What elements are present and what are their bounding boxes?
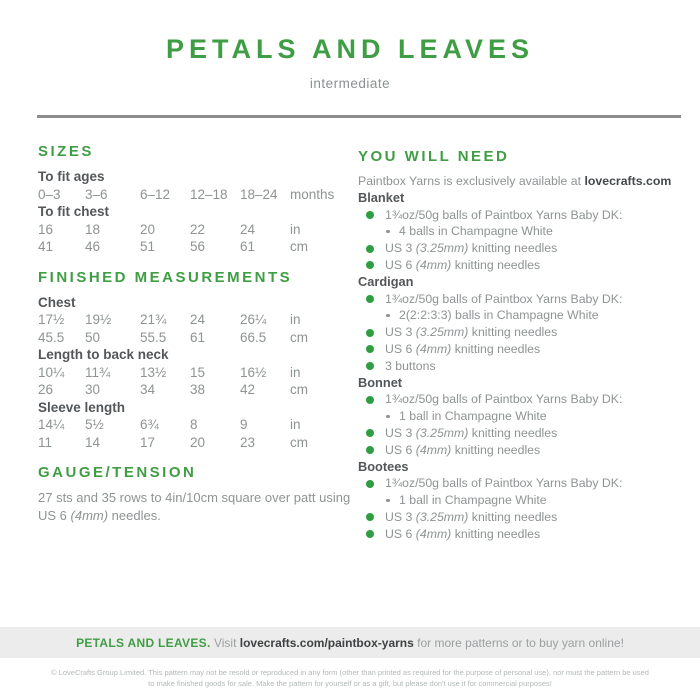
you-will-need-heading: YOU WILL NEED — [358, 148, 510, 165]
measurement-value: 10¼ — [38, 364, 65, 380]
supply-item — [358, 509, 690, 526]
sub-bullet-icon — [386, 230, 390, 234]
supply-text: US 6 — [385, 341, 416, 356]
supply-text: US 3 — [385, 425, 416, 440]
supply-text-post: knitting needles — [468, 425, 558, 440]
supply-item — [358, 475, 690, 492]
sub-bullet-icon — [386, 314, 390, 318]
supply-text-post: knitting needles — [451, 257, 541, 272]
footer-banner — [0, 627, 700, 658]
supply-item — [358, 257, 690, 274]
bullet-icon — [366, 446, 374, 454]
bullet-icon — [366, 396, 374, 404]
measurement-value: 16 — [38, 221, 54, 237]
measurement-value: 61 — [190, 329, 206, 345]
measurement-value: 23 — [240, 434, 256, 450]
gauge-text-pre: 27 sts and 35 rows to 4in/10cm square over patt using US 6 — [38, 490, 351, 523]
measurement-row — [38, 364, 356, 382]
measurement-value: 6–12 — [140, 186, 171, 202]
project-label-cardigan: Cardigan — [358, 273, 414, 289]
bullet-icon — [366, 295, 374, 303]
gauge-heading: GAUGE/TENSION — [38, 464, 197, 481]
supply-item — [358, 324, 690, 341]
group-label: Chest — [38, 294, 76, 310]
supply-item — [358, 207, 690, 224]
bullet-icon — [366, 345, 374, 353]
measurement-value: 22 — [190, 221, 206, 237]
supply-item — [358, 240, 690, 257]
availability-site: lovecrafts.com — [584, 174, 672, 188]
measurement-row — [38, 416, 356, 434]
availability-note — [358, 173, 690, 190]
measurement-value: 18–24 — [240, 186, 278, 202]
legal-line-2: to make finished goods for sale. Make the pattern for yourself or as a gift, but please don't use it for commercial purposes! — [148, 678, 552, 688]
measurement-unit: in — [290, 221, 301, 237]
supply-item — [358, 526, 690, 543]
difficulty-level: intermediate — [309, 76, 391, 91]
measurement-value: 0–3 — [38, 186, 61, 202]
supply-text: 3 buttons — [385, 358, 436, 373]
measurement-row — [38, 311, 356, 329]
measurement-unit: cm — [290, 382, 308, 397]
measurement-unit: cm — [290, 329, 308, 345]
supply-text: 4 balls in Champagne White — [399, 224, 553, 239]
measurement-value: 8 — [190, 417, 198, 432]
right-column — [358, 148, 690, 543]
bullet-icon — [366, 530, 374, 538]
page-title: PETALS AND LEAVES — [165, 34, 535, 64]
supply-text-italic: (4mm) — [415, 526, 452, 541]
group-label: To fit chest — [38, 204, 110, 219]
gauge-text — [38, 489, 356, 524]
footer-brand: PETALS AND LEAVES. — [76, 635, 211, 650]
supply-text-italic: (3.25mm) — [415, 241, 469, 256]
measurement-unit: months — [290, 186, 335, 202]
measurement-value: 24 — [190, 312, 206, 327]
measurement-value: 11¾ — [85, 364, 111, 380]
supply-text: US 3 — [385, 325, 416, 340]
gauge-text-italic: (4mm) — [70, 507, 109, 523]
measurement-value: 19½ — [85, 312, 112, 327]
measurement-row — [38, 221, 356, 239]
supply-item — [358, 358, 690, 375]
sub-bullet-icon — [386, 499, 390, 503]
measurement-value: 20 — [140, 221, 156, 237]
measurement-value: 41 — [38, 239, 54, 254]
supply-text-italic: (4mm) — [415, 341, 452, 356]
measurement-value: 14 — [85, 434, 101, 450]
measurement-value: 30 — [85, 382, 101, 397]
footer-visit-text: Visit — [210, 635, 240, 650]
measurement-value: 15 — [190, 364, 206, 380]
bullet-icon — [366, 513, 374, 521]
supply-item — [358, 391, 690, 408]
supply-text-post: knitting needles — [468, 509, 558, 524]
measurement-value: 9 — [240, 417, 248, 432]
supply-subitem — [358, 408, 690, 425]
supply-subitem — [358, 307, 690, 324]
supply-text-italic: (3.25mm) — [415, 509, 469, 524]
measurement-unit: in — [290, 417, 301, 432]
measurement-value: 42 — [240, 382, 256, 397]
measurement-unit: in — [290, 312, 301, 327]
measurement-value: 13½ — [140, 364, 167, 380]
measurement-value: 51 — [140, 239, 156, 254]
measurement-value: 46 — [85, 239, 101, 254]
measurement-value: 26¼ — [240, 312, 267, 327]
sizes-heading: SIZES — [38, 143, 94, 160]
supply-text-italic: (4mm) — [415, 442, 452, 457]
measurement-value: 26 — [38, 382, 54, 397]
supply-subitem — [358, 223, 690, 240]
measurement-value: 6¾ — [140, 417, 159, 432]
measurement-row — [38, 434, 356, 452]
measurement-value: 56 — [190, 239, 206, 254]
supply-item — [358, 425, 690, 442]
supply-text: US 6 — [385, 526, 416, 541]
measurement-row — [38, 329, 356, 347]
bullet-icon — [366, 362, 374, 370]
bullet-icon — [366, 261, 374, 269]
supply-text: 1¾oz/50g balls of Paintbox Yarns Baby DK: — [385, 207, 623, 222]
supply-text: 1¾oz/50g balls of Paintbox Yarns Baby DK: — [385, 476, 623, 491]
group-label: To fit ages — [38, 169, 105, 184]
project-label-bootees: Bootees — [358, 458, 409, 474]
sub-bullet-icon — [386, 415, 390, 419]
supply-item — [358, 442, 690, 459]
supply-text: US 3 — [385, 509, 416, 524]
supply-text-italic: (3.25mm) — [415, 425, 469, 440]
footer-rest-text: for more patterns or to buy yarn online! — [413, 635, 624, 650]
measurement-value: 45.5 — [38, 329, 65, 345]
measurement-unit: in — [290, 364, 301, 380]
supply-subitem — [358, 492, 690, 509]
group-label: Length to back neck — [38, 347, 169, 362]
measurement-value: 24 — [240, 221, 256, 237]
supply-text-post: knitting needles — [468, 241, 558, 256]
bullet-icon — [366, 245, 374, 253]
measurement-value: 14¼ — [38, 417, 65, 432]
supply-text: US 6 — [385, 257, 416, 272]
supply-text-post: knitting needles — [468, 325, 558, 340]
measurement-row — [38, 186, 356, 204]
measurement-value: 21¾ — [140, 312, 167, 327]
project-label-blanket: Blanket — [358, 189, 405, 205]
project-label-bonnet: Bonnet — [358, 374, 403, 390]
measurement-value: 66.5 — [240, 329, 267, 345]
bullet-icon — [366, 480, 374, 488]
measurement-row — [38, 238, 356, 256]
measurement-value: 12–18 — [190, 186, 228, 202]
finished-measurements-heading: FINISHED MEASUREMENTS — [38, 268, 293, 286]
supply-text-post: knitting needles — [451, 442, 541, 457]
bullet-icon — [366, 429, 374, 437]
measurement-value: 34 — [140, 382, 156, 397]
supply-text: 1 ball in Champagne White — [399, 409, 547, 424]
supply-text-post: knitting needles — [451, 526, 541, 541]
measurement-row — [38, 381, 356, 399]
measurement-unit: cm — [290, 434, 308, 450]
supply-text: 2(2:2:3:3) balls in Champagne White — [399, 308, 599, 323]
supply-text: 1¾oz/50g balls of Paintbox Yarns Baby DK: — [385, 291, 623, 306]
supply-text: 1 ball in Champagne White — [399, 493, 547, 508]
measurement-value: 38 — [190, 382, 206, 397]
gauge-text-post: needles. — [108, 507, 161, 523]
footer-link: lovecrafts.com/paintbox-yarns — [239, 635, 414, 650]
measurement-value: 50 — [85, 329, 101, 345]
left-column — [38, 143, 356, 524]
supply-text-post: knitting needles — [451, 341, 541, 356]
measurement-value: 20 — [190, 434, 206, 450]
legal-text — [0, 668, 700, 689]
supply-text: US 6 — [385, 442, 416, 457]
measurement-value: 5½ — [85, 417, 104, 432]
measurement-value: 17 — [140, 434, 156, 450]
measurement-value: 18 — [85, 221, 101, 237]
supply-text-italic: (4mm) — [415, 257, 452, 272]
supply-item — [358, 341, 690, 358]
header-divider — [37, 115, 681, 118]
supply-item — [358, 291, 690, 308]
measurement-unit: cm — [290, 239, 308, 254]
group-label: Sleeve length — [38, 399, 126, 415]
supply-text: US 3 — [385, 241, 416, 256]
legal-line-1: © LoveCrafts Group Limited. This pattern may not be resold or reproduced in any form (other than printed as required for the purpose of personal use), nor must the pattern be used — [51, 668, 649, 677]
bullet-icon — [366, 211, 374, 219]
supply-text: 1¾oz/50g balls of Paintbox Yarns Baby DK: — [385, 392, 623, 407]
measurement-value: 55.5 — [140, 329, 167, 345]
bullet-icon — [366, 329, 374, 337]
measurement-value: 16½ — [240, 364, 267, 380]
measurement-value: 3–6 — [85, 186, 108, 202]
measurement-value: 17½ — [38, 312, 65, 327]
supply-text-italic: (3.25mm) — [415, 325, 469, 340]
measurement-value: 11 — [38, 434, 53, 450]
measurement-value: 61 — [240, 239, 256, 254]
page-header — [0, 34, 700, 91]
availability-text: Paintbox Yarns is exclusively available at — [358, 174, 585, 188]
